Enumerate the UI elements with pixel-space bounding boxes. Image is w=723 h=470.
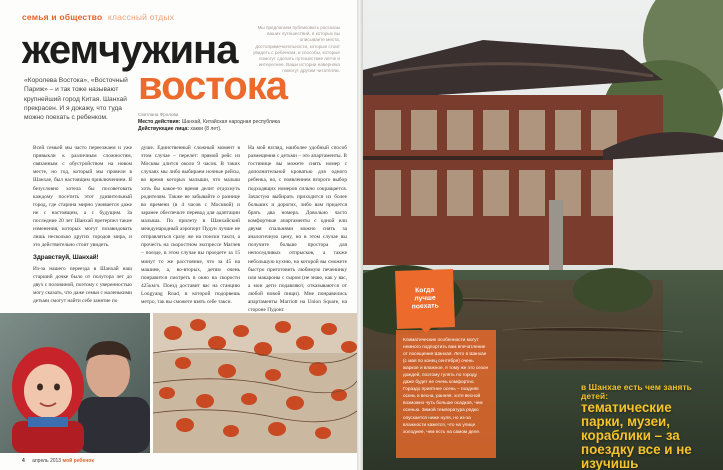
- pull-quote-line2: тематические парки, музеи, кораблики – за поездку все и не изучишь: [581, 399, 692, 470]
- column-2: [141, 144, 240, 309]
- column-3: [248, 144, 347, 317]
- paragraph: На мой взгляд, наиболее удобный способ размещения с детьми – это апартаменты. В гостинице вы можете снять номер с дополнительной кроватью для одного ребенка, но, с появлением второго выбор подходящих номеров сильно сокращается. Зачастую выбирать приходится из более больших и дорогих, либо вам придется брать два номера. Довольно часто комфортные апартаменты с одной или двумя спальнями можно снять за аналогичную цену, но в этом случае вы получите больше простора для непоседливых отпрысков, а также небольшую кухню, на которой вы сможете быстро приготовить любимую печенинку или макароны с сыром (не знаю, как у вас, а мои дети подавляют, отказываются от любой новой пищи). Мне понравились апартаменты Marriott на Union Square, на стороне Пудонг.: [248, 145, 347, 314]
- author-name: Светлана Фролова: [138, 112, 179, 117]
- article-credits: [138, 112, 298, 133]
- persons-label: Действующие лица:: [138, 126, 189, 133]
- rubric-sub: классный отдых: [107, 12, 175, 22]
- pull-quote: [581, 383, 715, 470]
- column-1: [33, 144, 132, 308]
- paragraph: душе. Единственный сложный момент в этом случае – перелет: прямой рейс из Москвы длится около 9 часов. В таких случаях мы либо выбираем ночные рейсы, во время которых малыши, что малыш хоть бы какое-то время делит отдохнуть родителям. Также не забывайте о разнице во времени (в 4 часов с Москвой) и заранее обеспечьте перевод для адаптации малыша. По прилету в Шанхайский международный аэропорт Пудун лучше не отправляться сразу же на поиски такси, а прочесть на скоростном экспрессе Маглев – поезде, в этом случае вы проедете за 15 минут то же расстояние, что за 45 на машине, а, во-вторых, детям очень понравится смотреть в окно на скорости 425км/ч. Поезд доставит вас на станцию Longyang Road, в которой подорвешь метро, так вы сможете взять себе такси.: [141, 145, 240, 306]
- issue-date: апрель 2013: [32, 458, 62, 464]
- badge-line1: Когда: [415, 286, 435, 295]
- persons-value: хакки (8 лет).: [190, 126, 222, 133]
- paragraph: Из-за нашего переезда в Шанхай наш старший дочке было от полутора лет до двух с половиной, поэтому с уверенностью могу сказать, что даже семьи с маленькими детьми смогут найти себе занятие по: [33, 265, 133, 305]
- place-label: Место действия:: [138, 118, 181, 125]
- climate-tip-box: Климатические особенности могут немного подпортить вам впечатление от посещения Шанхая. Лето в Шанхае (с мая по конец сентября) очень жаркое и влажное, я тому же это сезон дождей, поэтому гулять по городу даже будет не очень комфортно. Гораздо приятнее осень – поздняя осень и весна, ранняя, хотя весной возможно чуть больше осадков, чем осенью. Зимой температура редко опускается ниже нуля, но из-за влажности кажется, что на улице холоднее, чем есть на самом деле.: [396, 330, 496, 458]
- place-line: [138, 119, 298, 126]
- section-rubric: [22, 12, 174, 22]
- persons-line: [138, 126, 298, 133]
- photo-child-with-father-image: [0, 313, 150, 453]
- photo-child-with-father: [0, 313, 150, 453]
- photo-lanterns: [153, 313, 357, 453]
- subheading: Здравствуй, Шанхай!: [33, 254, 99, 262]
- magazine-name: мой ребенок: [62, 458, 94, 464]
- article-title-line2: востока: [138, 64, 287, 108]
- editorial-sidenote: Мы предлагаем публиковать рассказы ваших путешествий, в которых вы описываете места, достопримечательности, которые стоит увидеть с ребенком, и способы, которые помогут сделать путешествие легче и интереснее. Ваши истории наверняка помогут другим читателям.: [253, 25, 340, 74]
- left-page: [0, 0, 357, 470]
- page-number: 4: [22, 458, 25, 464]
- article-lead: «Королева Востока», «Восточный Париж» – и так тоже называют крупнейший город Китая. Шанхай прекрасен. И я докажу, что туда можно поехать с ребенком.: [24, 77, 128, 122]
- right-page: [363, 0, 723, 470]
- article-columns: [0, 144, 357, 314]
- paragraph: Всей семьей мы часто переезжаем и уже привыкли к различным сложностям, связанным с обустройством на новом месте, но год, который мы провели в Шанхае, был настоящим приключением. Я безусловно хотела бы посоветовать каждому посетить этот удивительный город, где старина мирно уживается даже не с настоящим, а с будущим. За последние 20 лет Шанхай претерпел такие изменения, которых могут позавидовать лишь несколько других городов мира, и это действительно стоит увидеть.: [33, 145, 132, 249]
- place-value: Шанхай, Китайская народная республика: [181, 118, 280, 125]
- photo-lanterns-image: [153, 313, 357, 453]
- rubric-main: семья и общество: [22, 12, 103, 22]
- pull-quote-line1: в Шанхае есть чем занять детей:: [581, 382, 692, 401]
- badge-line3: поехать: [411, 302, 439, 311]
- badge-line2: лучше: [414, 294, 436, 303]
- article-title-line1: жемчужина: [22, 28, 238, 72]
- when-to-go-badge: [395, 269, 455, 329]
- page-footer: [22, 458, 94, 464]
